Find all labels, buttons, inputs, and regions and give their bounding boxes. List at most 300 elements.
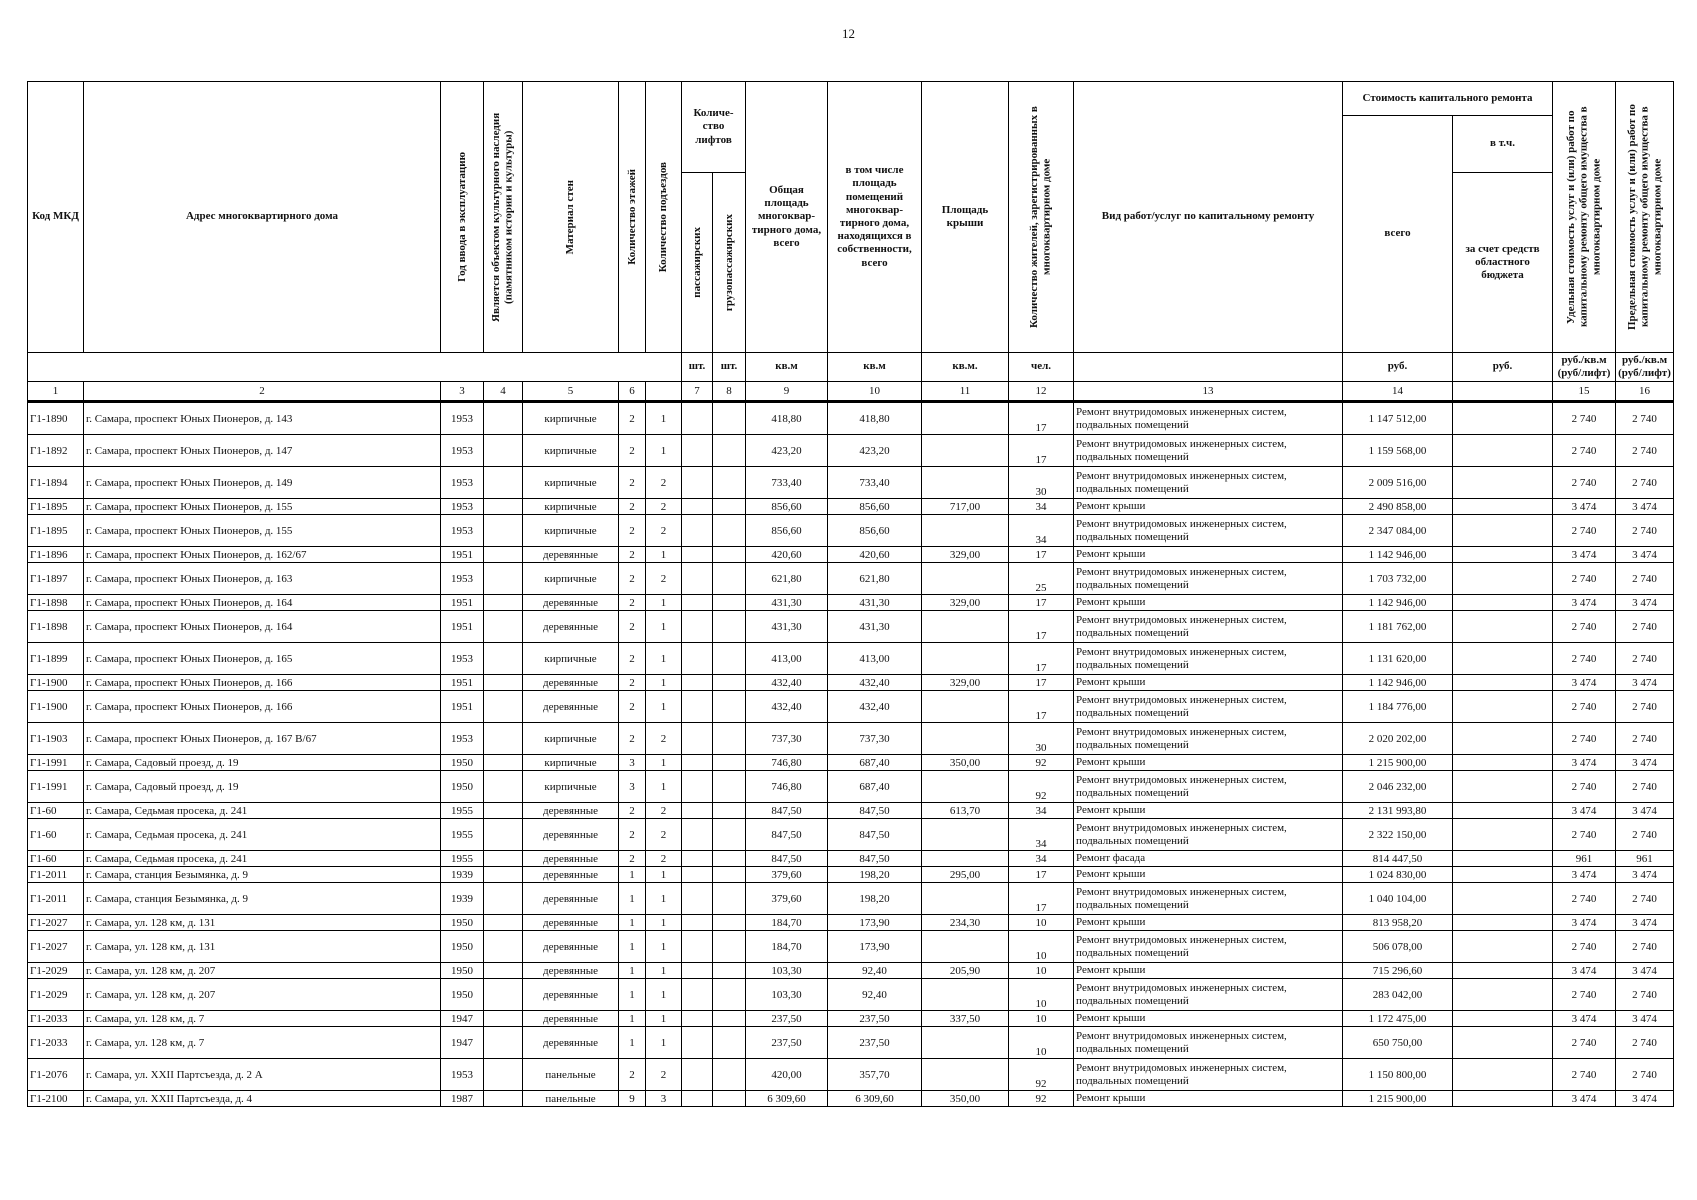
cell-material: кирпичные	[523, 467, 619, 499]
cell-floors: 2	[619, 515, 646, 547]
cell-year: 1955	[441, 851, 484, 867]
table-body	[28, 402, 1674, 1107]
cell-unit-cost: 3 474	[1553, 1091, 1616, 1107]
cell-work-type: Ремонт внутридомовых инженерных систем, подвальных помещений	[1074, 515, 1343, 547]
cell-lifts-freight	[713, 883, 746, 915]
cell-code: Г1-1890	[28, 402, 84, 435]
cell-cost-total: 715 296,60	[1343, 963, 1453, 979]
cell-area-owned: 173,90	[828, 931, 922, 963]
cell-entrances: 2	[646, 851, 682, 867]
cell-floors: 2	[619, 643, 646, 675]
cell-roof-area	[922, 771, 1009, 803]
cell-material: кирпичные	[523, 755, 619, 771]
cell-roof-area	[922, 1059, 1009, 1091]
cell-limit-cost: 2 740	[1616, 1059, 1674, 1091]
cell-floors: 2	[619, 402, 646, 435]
cell-area-total: 184,70	[746, 931, 828, 963]
cell-material: деревянные	[523, 691, 619, 723]
cell-floors: 2	[619, 675, 646, 691]
header-area-total: Общая площадь многоквар-тирного дома, всего	[746, 82, 828, 353]
cell-lifts-passenger	[682, 883, 713, 915]
cell-area-owned: 92,40	[828, 963, 922, 979]
header-code: Код МКД	[28, 82, 84, 353]
cell-year: 1955	[441, 819, 484, 851]
cell-residents: 34	[1009, 499, 1074, 515]
cell-cost-total: 506 078,00	[1343, 931, 1453, 963]
cell-area-owned: 237,50	[828, 1011, 922, 1027]
cell-lifts-passenger	[682, 675, 713, 691]
cell-area-total: 847,50	[746, 803, 828, 819]
cell-entrances: 2	[646, 499, 682, 515]
cell-code: Г1-1900	[28, 675, 84, 691]
cell-floors: 1	[619, 931, 646, 963]
header-heritage: Является объектом культурного наследия (памятником истории и культуры)	[484, 82, 523, 353]
cell-residents: 17	[1009, 675, 1074, 691]
cell-lifts-freight	[713, 771, 746, 803]
cell-residents: 30	[1009, 723, 1074, 755]
cell-residents: 10	[1009, 979, 1074, 1011]
cell-residents: 34	[1009, 803, 1074, 819]
cell-material: панельные	[523, 1059, 619, 1091]
cell-roof-area	[922, 563, 1009, 595]
cell-lifts-freight	[713, 963, 746, 979]
cell-floors: 2	[619, 499, 646, 515]
cell-unit-cost: 3 474	[1553, 963, 1616, 979]
cell-unit-cost: 2 740	[1553, 563, 1616, 595]
cell-material: панельные	[523, 1091, 619, 1107]
cell-heritage	[484, 979, 523, 1011]
table-row	[28, 595, 1674, 611]
cell-lifts-freight	[713, 979, 746, 1011]
table-row	[28, 611, 1674, 643]
header-lifts-passenger: пассажирских	[682, 173, 713, 353]
cell-cost-regional	[1453, 435, 1553, 467]
cell-entrances: 1	[646, 402, 682, 435]
cell-code: Г1-2029	[28, 963, 84, 979]
cell-material: деревянные	[523, 963, 619, 979]
cell-unit-cost: 3 474	[1553, 595, 1616, 611]
col-number: 4	[484, 382, 523, 402]
cell-cost-total: 1 159 568,00	[1343, 435, 1453, 467]
cell-unit-cost: 3 474	[1553, 499, 1616, 515]
cell-limit-cost: 2 740	[1616, 643, 1674, 675]
cell-area-owned: 856,60	[828, 499, 922, 515]
cell-roof-area	[922, 883, 1009, 915]
cell-cost-regional	[1453, 547, 1553, 563]
cell-material: кирпичные	[523, 771, 619, 803]
cell-lifts-freight	[713, 563, 746, 595]
cell-lifts-freight	[713, 915, 746, 931]
cell-cost-total: 2 131 993,80	[1343, 803, 1453, 819]
cell-address: г. Самара, станция Безымянка, д. 9	[84, 867, 441, 883]
cell-area-total: 856,60	[746, 515, 828, 547]
cell-heritage	[484, 723, 523, 755]
cell-area-owned: 432,40	[828, 675, 922, 691]
cell-code: Г1-2011	[28, 883, 84, 915]
cell-cost-total: 2 490 858,00	[1343, 499, 1453, 515]
cell-lifts-passenger	[682, 467, 713, 499]
cell-heritage	[484, 1011, 523, 1027]
cell-cost-regional	[1453, 675, 1553, 691]
cell-residents: 17	[1009, 595, 1074, 611]
cell-work-type: Ремонт внутридомовых инженерных систем, подвальных помещений	[1074, 402, 1343, 435]
col-number: 16	[1616, 382, 1674, 402]
cell-lifts-freight	[713, 435, 746, 467]
table-row	[28, 499, 1674, 515]
cell-roof-area: 205,90	[922, 963, 1009, 979]
cell-work-type: Ремонт крыши	[1074, 963, 1343, 979]
cell-roof-area	[922, 723, 1009, 755]
cell-lifts-passenger	[682, 402, 713, 435]
cell-address: г. Самара, ул. 128 км, д. 207	[84, 979, 441, 1011]
cell-heritage	[484, 515, 523, 547]
header-work-type: Вид работ/услуг по капитальному ремонту	[1074, 82, 1343, 353]
cell-address: г. Самара, Садовый проезд, д. 19	[84, 755, 441, 771]
cell-area-total: 432,40	[746, 675, 828, 691]
table-row	[28, 915, 1674, 931]
cell-address: г. Самара, ул. 128 км, д. 7	[84, 1011, 441, 1027]
cell-code: Г1-2011	[28, 867, 84, 883]
cell-heritage	[484, 963, 523, 979]
cell-residents: 34	[1009, 515, 1074, 547]
cell-year: 1987	[441, 1091, 484, 1107]
cell-entrances: 1	[646, 979, 682, 1011]
cell-floors: 9	[619, 1091, 646, 1107]
cell-lifts-freight	[713, 467, 746, 499]
cell-limit-cost: 3 474	[1616, 1091, 1674, 1107]
cell-heritage	[484, 867, 523, 883]
table-row	[28, 963, 1674, 979]
cell-floors: 2	[619, 595, 646, 611]
cell-address: г. Самара, проспект Юных Пионеров, д. 143	[84, 402, 441, 435]
cell-residents: 17	[1009, 691, 1074, 723]
cell-unit-cost: 2 740	[1553, 723, 1616, 755]
cell-floors: 1	[619, 883, 646, 915]
cell-cost-regional	[1453, 771, 1553, 803]
cell-address: г. Самара, Седьмая просека, д. 241	[84, 819, 441, 851]
cell-heritage	[484, 499, 523, 515]
header-address: Адрес многоквартирного дома	[84, 82, 441, 353]
cell-residents: 34	[1009, 819, 1074, 851]
cell-heritage	[484, 819, 523, 851]
cell-area-owned: 847,50	[828, 803, 922, 819]
cell-area-owned: 431,30	[828, 595, 922, 611]
header-year: Год ввода в эксплуатацию	[441, 82, 484, 353]
table-row	[28, 547, 1674, 563]
cell-year: 1953	[441, 1059, 484, 1091]
cell-cost-total: 1 131 620,00	[1343, 643, 1453, 675]
cell-limit-cost: 2 740	[1616, 883, 1674, 915]
cell-area-owned: 423,20	[828, 435, 922, 467]
cell-year: 1950	[441, 915, 484, 931]
cell-code: Г1-1897	[28, 563, 84, 595]
cell-roof-area: 350,00	[922, 755, 1009, 771]
cell-floors: 2	[619, 547, 646, 563]
header-cost-regional: за счет средств областного бюджета	[1453, 173, 1553, 353]
cell-address: г. Самара, проспект Юных Пионеров, д. 164	[84, 611, 441, 643]
cell-cost-regional	[1453, 915, 1553, 931]
cell-year: 1953	[441, 563, 484, 595]
cell-cost-total: 2 009 516,00	[1343, 467, 1453, 499]
cell-floors: 1	[619, 915, 646, 931]
cell-address: г. Самара, проспект Юных Пионеров, д. 147	[84, 435, 441, 467]
cell-lifts-freight	[713, 402, 746, 435]
header-material: Материал стен	[523, 82, 619, 353]
cell-cost-regional	[1453, 803, 1553, 819]
cell-material: деревянные	[523, 611, 619, 643]
cell-area-owned: 847,50	[828, 851, 922, 867]
cell-entrances: 1	[646, 883, 682, 915]
cell-heritage	[484, 467, 523, 499]
cell-limit-cost: 3 474	[1616, 915, 1674, 931]
cell-roof-area: 350,00	[922, 1091, 1009, 1107]
cell-year: 1951	[441, 547, 484, 563]
cell-material: деревянные	[523, 851, 619, 867]
cell-year: 1950	[441, 979, 484, 1011]
cell-entrances: 1	[646, 755, 682, 771]
cell-entrances: 1	[646, 1027, 682, 1059]
cell-code: Г1-1900	[28, 691, 84, 723]
cell-entrances: 3	[646, 1091, 682, 1107]
table-row	[28, 643, 1674, 675]
page-number: 12	[842, 26, 855, 41]
cell-address: г. Самара, проспект Юных Пионеров, д. 162/67	[84, 547, 441, 563]
cell-roof-area: 337,50	[922, 1011, 1009, 1027]
cell-residents: 17	[1009, 867, 1074, 883]
cell-code: Г1-60	[28, 819, 84, 851]
table-row	[28, 402, 1674, 435]
cell-area-total: 621,80	[746, 563, 828, 595]
cell-cost-total: 650 750,00	[1343, 1027, 1453, 1059]
cell-area-total: 184,70	[746, 915, 828, 931]
cell-work-type: Ремонт крыши	[1074, 1091, 1343, 1107]
cell-heritage	[484, 402, 523, 435]
cell-limit-cost: 2 740	[1616, 402, 1674, 435]
cell-floors: 2	[619, 435, 646, 467]
cell-area-owned: 413,00	[828, 643, 922, 675]
cell-work-type: Ремонт крыши	[1074, 867, 1343, 883]
cell-residents: 10	[1009, 1011, 1074, 1027]
cell-limit-cost: 2 740	[1616, 467, 1674, 499]
cell-floors: 2	[619, 803, 646, 819]
cell-lifts-passenger	[682, 1011, 713, 1027]
cell-unit-cost: 2 740	[1553, 771, 1616, 803]
cell-limit-cost: 3 474	[1616, 675, 1674, 691]
cell-entrances: 2	[646, 803, 682, 819]
cell-material: деревянные	[523, 979, 619, 1011]
cell-lifts-passenger	[682, 499, 713, 515]
col-number: 2	[84, 382, 441, 402]
cell-unit-cost: 2 740	[1553, 691, 1616, 723]
cell-limit-cost: 2 740	[1616, 435, 1674, 467]
cell-heritage	[484, 915, 523, 931]
cell-cost-regional	[1453, 979, 1553, 1011]
cell-unit-cost: 2 740	[1553, 883, 1616, 915]
cell-cost-total: 1 142 946,00	[1343, 675, 1453, 691]
cell-material: деревянные	[523, 675, 619, 691]
cell-area-owned: 733,40	[828, 467, 922, 499]
cell-area-total: 847,50	[746, 851, 828, 867]
cell-residents: 10	[1009, 963, 1074, 979]
cell-residents: 30	[1009, 467, 1074, 499]
cell-cost-total: 1 215 900,00	[1343, 1091, 1453, 1107]
col-number: 11	[922, 382, 1009, 402]
cell-address: г. Самара, проспект Юных Пионеров, д. 155	[84, 499, 441, 515]
cell-code: Г1-1894	[28, 467, 84, 499]
cell-area-total: 420,00	[746, 1059, 828, 1091]
col-number: 15	[1553, 382, 1616, 402]
table-row	[28, 931, 1674, 963]
cell-limit-cost: 3 474	[1616, 867, 1674, 883]
cell-work-type: Ремонт внутридомовых инженерных систем, подвальных помещений	[1074, 771, 1343, 803]
cell-unit-cost: 2 740	[1553, 979, 1616, 1011]
cell-lifts-passenger	[682, 515, 713, 547]
table-row	[28, 435, 1674, 467]
cell-lifts-freight	[713, 819, 746, 851]
cell-lifts-freight	[713, 691, 746, 723]
cell-limit-cost: 3 474	[1616, 803, 1674, 819]
cell-work-type: Ремонт внутридомовых инженерных систем, подвальных помещений	[1074, 691, 1343, 723]
cell-roof-area	[922, 691, 1009, 723]
cell-address: г. Самара, проспект Юных Пионеров, д. 166	[84, 691, 441, 723]
cell-lifts-passenger	[682, 979, 713, 1011]
cell-code: Г1-60	[28, 803, 84, 819]
cell-area-owned: 856,60	[828, 515, 922, 547]
column-number-row	[28, 382, 1674, 402]
unit-cost-regional: руб.	[1453, 353, 1553, 382]
cell-lifts-passenger	[682, 435, 713, 467]
table-row	[28, 883, 1674, 915]
cell-limit-cost: 2 740	[1616, 771, 1674, 803]
cell-area-owned: 431,30	[828, 611, 922, 643]
cell-unit-cost: 961	[1553, 851, 1616, 867]
table-row	[28, 675, 1674, 691]
table-row	[28, 771, 1674, 803]
cell-area-total: 103,30	[746, 979, 828, 1011]
cell-code: Г1-2076	[28, 1059, 84, 1091]
cell-entrances: 1	[646, 611, 682, 643]
cell-work-type: Ремонт крыши	[1074, 595, 1343, 611]
cell-work-type: Ремонт внутридомовых инженерных систем, подвальных помещений	[1074, 723, 1343, 755]
cell-lifts-freight	[713, 867, 746, 883]
cell-work-type: Ремонт внутридомовых инженерных систем, подвальных помещений	[1074, 931, 1343, 963]
cell-material: деревянные	[523, 883, 619, 915]
cell-cost-total: 2 046 232,00	[1343, 771, 1453, 803]
cell-lifts-freight	[713, 547, 746, 563]
table-row	[28, 1091, 1674, 1107]
cell-area-total: 737,30	[746, 723, 828, 755]
cell-cost-total: 1 172 475,00	[1343, 1011, 1453, 1027]
cell-residents: 92	[1009, 771, 1074, 803]
table-row	[28, 1011, 1674, 1027]
cell-limit-cost: 3 474	[1616, 547, 1674, 563]
cell-material: кирпичные	[523, 563, 619, 595]
cell-lifts-passenger	[682, 963, 713, 979]
cell-roof-area	[922, 435, 1009, 467]
cell-material: деревянные	[523, 595, 619, 611]
col-number: 10	[828, 382, 922, 402]
cell-roof-area	[922, 467, 1009, 499]
cell-material: кирпичные	[523, 515, 619, 547]
cell-cost-regional	[1453, 563, 1553, 595]
table-row	[28, 467, 1674, 499]
cell-work-type: Ремонт внутридомовых инженерных систем, подвальных помещений	[1074, 883, 1343, 915]
cell-limit-cost: 3 474	[1616, 499, 1674, 515]
cell-area-owned: 198,20	[828, 867, 922, 883]
cell-code: Г1-2027	[28, 931, 84, 963]
cell-cost-total: 2 322 150,00	[1343, 819, 1453, 851]
table-row	[28, 755, 1674, 771]
col-number: 3	[441, 382, 484, 402]
cell-heritage	[484, 851, 523, 867]
cell-roof-area: 295,00	[922, 867, 1009, 883]
cell-cost-regional	[1453, 595, 1553, 611]
cell-year: 1939	[441, 883, 484, 915]
cell-heritage	[484, 1027, 523, 1059]
cell-floors: 1	[619, 1027, 646, 1059]
cell-work-type: Ремонт крыши	[1074, 1011, 1343, 1027]
cell-lifts-passenger	[682, 611, 713, 643]
cell-address: г. Самара, ул. 128 км, д. 131	[84, 931, 441, 963]
cell-material: деревянные	[523, 1011, 619, 1027]
cell-lifts-passenger	[682, 643, 713, 675]
cell-residents: 17	[1009, 547, 1074, 563]
header-area-owned: в том числе площадь помещений многоквар-тирного дома, находящихся в собственности, всего	[828, 82, 922, 353]
cell-entrances: 1	[646, 963, 682, 979]
cell-material: кирпичные	[523, 402, 619, 435]
cell-lifts-passenger	[682, 867, 713, 883]
cell-residents: 17	[1009, 435, 1074, 467]
cell-area-total: 746,80	[746, 771, 828, 803]
cell-entrances: 1	[646, 675, 682, 691]
cell-heritage	[484, 611, 523, 643]
cell-work-type: Ремонт внутридомовых инженерных систем, подвальных помещений	[1074, 979, 1343, 1011]
cell-unit-cost: 2 740	[1553, 467, 1616, 499]
cell-cost-total: 1 040 104,00	[1343, 883, 1453, 915]
col-number: 5	[523, 382, 619, 402]
cell-year: 1953	[441, 643, 484, 675]
unit-roof: кв.м.	[922, 353, 1009, 382]
cell-area-total: 420,60	[746, 547, 828, 563]
cell-cost-total: 1 147 512,00	[1343, 402, 1453, 435]
cell-heritage	[484, 435, 523, 467]
cell-floors: 2	[619, 563, 646, 595]
cell-lifts-freight	[713, 1091, 746, 1107]
cell-lifts-freight	[713, 723, 746, 755]
cell-year: 1951	[441, 691, 484, 723]
header-lifts-freight: грузопассажирских	[713, 173, 746, 353]
col-number	[1453, 382, 1553, 402]
cell-cost-regional	[1453, 643, 1553, 675]
cell-area-owned: 432,40	[828, 691, 922, 723]
cell-cost-regional	[1453, 723, 1553, 755]
cell-year: 1951	[441, 595, 484, 611]
table-row	[28, 1059, 1674, 1091]
cell-floors: 1	[619, 1011, 646, 1027]
cell-area-owned: 847,50	[828, 819, 922, 851]
cell-cost-regional	[1453, 467, 1553, 499]
cell-unit-cost: 3 474	[1553, 867, 1616, 883]
cell-cost-total: 1 142 946,00	[1343, 547, 1453, 563]
cell-heritage	[484, 691, 523, 723]
cell-cost-regional	[1453, 867, 1553, 883]
cell-lifts-freight	[713, 499, 746, 515]
cell-floors: 3	[619, 771, 646, 803]
cell-year: 1953	[441, 402, 484, 435]
cell-address: г. Самара, ул. 128 км, д. 131	[84, 915, 441, 931]
table-row	[28, 979, 1674, 1011]
cell-limit-cost: 2 740	[1616, 979, 1674, 1011]
